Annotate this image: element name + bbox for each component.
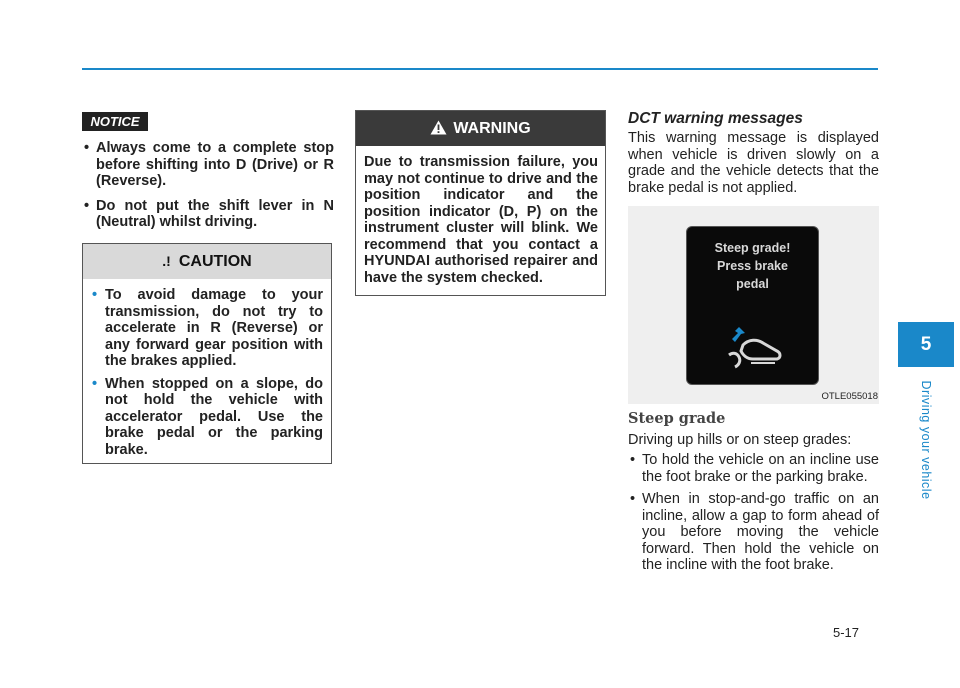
caution-item: • When stopped on a slope, do not hold the vehicle with accelerator pedal. Use the brake pedal or the parking brake. [91, 376, 323, 459]
caution-header [83, 244, 331, 279]
figure-code: OTLE055018 [821, 391, 878, 402]
dct-heading: DCT warning messages [628, 110, 803, 127]
caution-list [83, 279, 331, 458]
display-line: Steep grade! [714, 241, 791, 255]
warning-text: Due to transmission failure, you may not continue to drive and the position indicator and the position indicator (D, P) on the instrument cluster will blink. We recommend that you contact a HYUNDAI authorised repairer and have the system checked. [364, 154, 598, 286]
notice-list [82, 140, 334, 239]
steep-list [628, 452, 879, 580]
steep-item: • When in stop-and-go traffic on an incline, allow a gap to form ahead of you before moving the vehicle forward. Then hold the vehicle on the incline with the foot brake. [628, 491, 879, 574]
display-line: pedal [736, 277, 769, 291]
cluster-figure [628, 206, 879, 404]
warning-title: WARNING [453, 120, 531, 137]
top-rule [82, 68, 878, 70]
steep-heading: Steep grade [628, 410, 726, 427]
caution-title: CAUTION [178, 253, 252, 270]
chapter-tab[interactable]: 5 [898, 322, 954, 367]
warning-box [355, 110, 606, 296]
display-line: Press brake [717, 259, 788, 273]
steep-intro: Driving up hills or on steep grades: [628, 432, 852, 448]
caution-item: • To avoid damage to your transmission, do not try to accelerate in R (Reverse) or any forward gear position with the brakes applied. [91, 287, 323, 370]
page-number: 5-17 [833, 625, 860, 640]
chapter-label-text: Driving your vehicle [919, 380, 933, 500]
notice-item: • Do not put the shift lever in N (Neutral) whilst driving. [82, 198, 334, 231]
display-message [687, 239, 818, 293]
notice-label: NOTICE [82, 112, 148, 131]
steep-item: • To hold the vehicle on an incline use the foot brake or the parking brake. [628, 452, 879, 485]
cluster-display [686, 226, 819, 385]
caution-box [82, 243, 332, 464]
warning-triangle-icon [430, 120, 447, 135]
chapter-label [912, 372, 940, 508]
warning-header [356, 111, 605, 146]
dct-paragraph: This warning message is displayed when vehicle is driven slowly on a grade and the vehicle detects that the brake pedal is not applied. [628, 130, 879, 196]
exclamation-icon: .! [162, 253, 171, 269]
notice-item: • Always come to a complete stop before shifting into D (Drive) or R (Reverse). [82, 140, 334, 190]
brake-pedal-icon [725, 325, 789, 371]
